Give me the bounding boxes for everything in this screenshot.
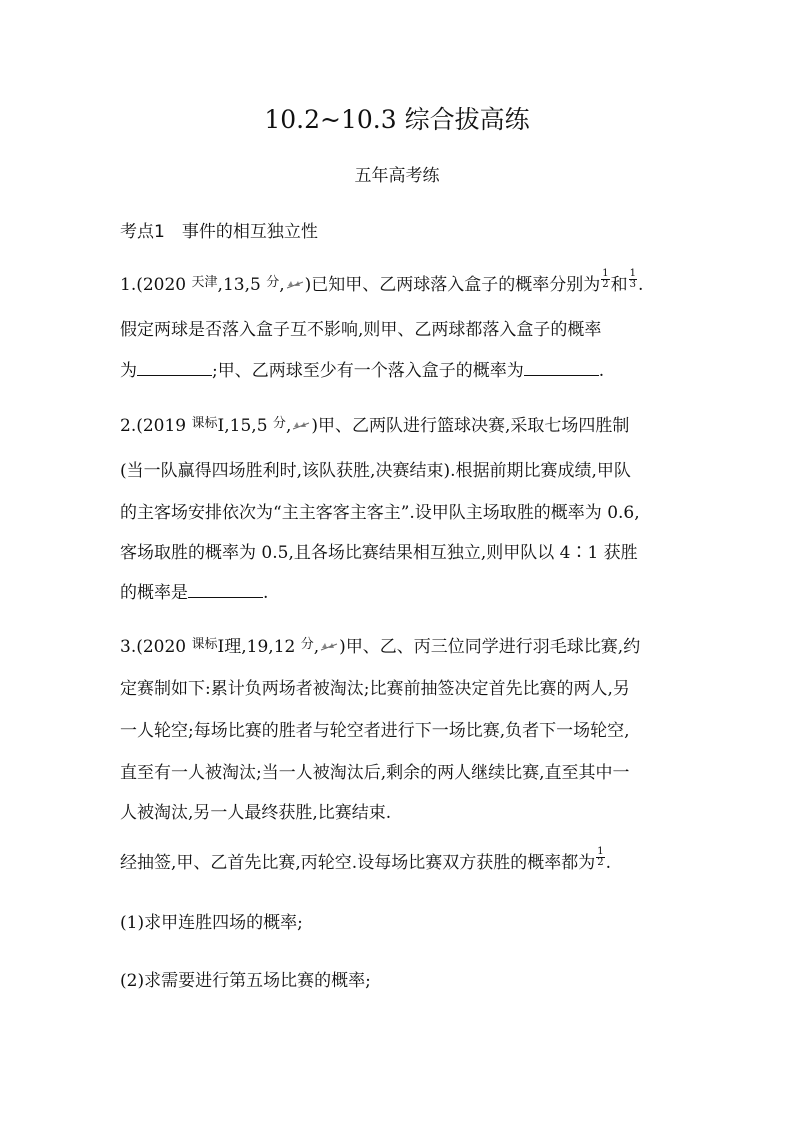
question-1-line-3: 为 ;甲、乙两球至少有一个落入盒子的概率为 . — [120, 361, 605, 381]
page-title: 10.2~10.3 综合拔高练 — [264, 105, 530, 134]
question-2-line-2: (当一队赢得四场胜利时,该队获胜,决赛结束).根据前期比赛成绩,甲队 — [120, 461, 631, 481]
question-3-subquestion-1: (1)求甲连胜四场的概率; — [120, 913, 303, 933]
answer-blank — [188, 583, 263, 598]
question-1-line-1: 1.(2020 $^{天津}$,13,5 $^分$, )已知甲、乙两球落入盒子的概率分别为 $\frac{1}{2}$ 和 $\frac{1}{3}$ . — [120, 268, 644, 295]
question-2-line-5: 的概率是 . — [120, 583, 269, 603]
question-3-line-5: 人被淘汰,另一人最终获胜,比赛结束. — [120, 803, 392, 823]
section-heading: 考点1 事件的相互独立性 — [120, 222, 318, 242]
fraction-one-half: $\frac{1}{2}$ — [597, 846, 604, 868]
difficulty-stars-icon — [285, 278, 305, 290]
difficulty-stars-icon — [291, 419, 311, 431]
question-3-line-4: 直至有一人被淘汰;当一人被淘汰后,剩余的两人继续比赛,直至其中一 — [120, 763, 630, 783]
question-3-line-2: 定赛制如下:累计负两场者被淘汰;比赛前抽签决定首先比赛的两人,另 — [120, 679, 630, 699]
fraction-one-third: $\frac{1}{3}$ — [629, 268, 637, 290]
difficulty-stars-icon — [319, 640, 339, 652]
question-2-line-1: 2.(2019 $^{课标}$Ⅰ,15,5 $^分$, )甲、乙两队进行篮球决赛,采取七场四胜制 — [120, 416, 630, 436]
question-3-subquestion-2: (2)求需要进行第五场比赛的概率; — [120, 971, 371, 991]
question-1-line-2: 假定两球是否落入盒子互不影响,则甲、乙两球都落入盒子的概率 — [120, 320, 602, 340]
question-2-line-4: 客场取胜的概率为 0.5,且各场比赛结果相互独立,则甲队以 4∶1 获胜 — [120, 543, 638, 563]
question-3-line-1: 3.(2020 $^{课标}$Ⅰ理,19,12 $^分$, )甲、乙、丙三位同学进行羽毛球比赛,约 — [120, 637, 641, 657]
question-3-line-3: 一人轮空;每场比赛的胜者与轮空者进行下一场比赛,负者下一场轮空, — [120, 721, 630, 741]
question-2-line-3: 的主客场安排依次为“主主客客主客主”.设甲队主场取胜的概率为 0.6, — [120, 503, 640, 523]
page-subtitle: 五年高考练 — [354, 166, 440, 186]
fraction-one-half: $\frac{1}{2}$ — [602, 268, 609, 290]
answer-blank — [524, 361, 599, 376]
answer-blank — [137, 361, 212, 376]
question-3-line-6: 经抽签,甲、乙首先比赛,丙轮空.设每场比赛双方获胜的概率都为 $\frac{1}{2}$ . — [120, 846, 611, 873]
